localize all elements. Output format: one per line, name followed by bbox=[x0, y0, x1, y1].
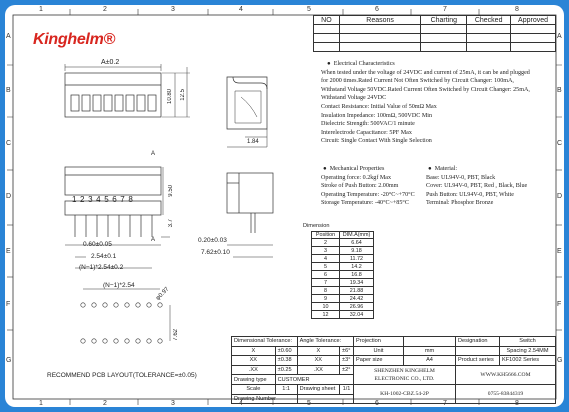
ruler-row-e: E bbox=[6, 248, 11, 255]
dimtable-dim-cell: 21.88 bbox=[340, 287, 374, 295]
mechanical-section bbox=[321, 165, 431, 208]
dimtable-row bbox=[312, 239, 374, 247]
tb-angle-2: ±3° bbox=[340, 356, 354, 366]
tb-paper-size-value: A4 bbox=[404, 356, 456, 366]
tb-spacing: Spacing 2.54MM bbox=[500, 346, 556, 356]
dim-pin-width: 0.60±0.05 bbox=[83, 241, 112, 248]
dimtable-row bbox=[312, 279, 374, 287]
electrical-line: Insulation Impedance: 100mΩ, 500VDC Min bbox=[321, 112, 432, 119]
ruler-col-7-bottom: 7 bbox=[443, 400, 447, 407]
tb-company-line-1: SHENZHEN KINGHELM bbox=[374, 367, 435, 374]
tb-unit-value: mm bbox=[404, 346, 456, 356]
section-mark-bottom: A bbox=[151, 237, 156, 243]
mechanical-line: Stroke of Push Button: 2.00mm bbox=[321, 183, 399, 190]
electrical-line: Circuit: Single Contact With Single Selection bbox=[321, 138, 432, 145]
tb-angle-tolerance: Angle Tolerance: bbox=[297, 337, 353, 347]
tb-part-number: KH-1002-CBZ.54-2P bbox=[354, 384, 456, 403]
dimtable-row bbox=[312, 247, 374, 255]
switch-slots bbox=[71, 95, 156, 111]
materials-line: Base: UL94V-0, PBT, Black bbox=[426, 174, 496, 181]
dimtable-position-cell: 5 bbox=[312, 263, 340, 271]
electrical-line: Dielectric Strength: 500VAC/1 minute bbox=[321, 121, 415, 128]
tb-drawing-number-label: Drawing Number bbox=[232, 394, 298, 404]
dimension-table-caption: Dimension bbox=[303, 223, 330, 229]
mechanical-line: Operating force: 0.2kgf Max bbox=[321, 174, 392, 181]
dim-pitch: 2.54±0.1 bbox=[91, 253, 117, 260]
tb-website: WWW.KH5666.COM bbox=[456, 365, 556, 384]
dim-total: (N−1)*2.54±0.2 bbox=[79, 264, 124, 271]
dimtable-position-cell: 2 bbox=[312, 239, 340, 247]
dimtable-dim-cell: 16.8 bbox=[340, 271, 374, 279]
dim-pcb-row: 7.62 bbox=[173, 329, 179, 341]
ruler-col-4: 4 bbox=[239, 6, 243, 13]
rev-col-charting: Charting bbox=[421, 16, 467, 25]
rev-col-approved: Approved bbox=[511, 16, 556, 25]
dimtable-position-cell: 12 bbox=[312, 311, 340, 319]
dimtable-position-cell: 10 bbox=[312, 303, 340, 311]
dimtable-dim-cell: 24.42 bbox=[340, 295, 374, 303]
bullet-icon: ● bbox=[323, 166, 327, 172]
bullet-icon: ● bbox=[428, 166, 432, 172]
ruler-col-8: 8 bbox=[515, 6, 519, 13]
dimtable-position-cell: 8 bbox=[312, 287, 340, 295]
dim-side: 1.84 bbox=[247, 139, 259, 145]
materials-line: Terminal: Phosphor Bronze bbox=[426, 200, 494, 207]
dim-height-2: 12.5 bbox=[180, 89, 186, 101]
tb-x: X bbox=[297, 346, 339, 356]
mechanical-line: Operating Temperature: -20°C~+70°C bbox=[321, 191, 415, 198]
dimtable-row bbox=[312, 311, 374, 319]
tb-xxx: .XX bbox=[232, 365, 276, 375]
tb-scale-label: Scale bbox=[232, 384, 276, 394]
electrical-line: When tested under the voltage of 24VDC and current of 25mA, it can be and plugged bbox=[321, 69, 530, 76]
tb-tol-2: ±0.38 bbox=[275, 356, 297, 366]
ruler-col-1: 1 bbox=[39, 6, 43, 13]
tb-switch: Switch bbox=[500, 337, 556, 347]
switch-numbers: 12345678 bbox=[72, 195, 137, 204]
electrical-line: Withstand Voltage 50VDC.Rated Current Often Switched by Circuit Changer: 25mA, bbox=[321, 86, 530, 93]
dimtable-dim-cell: 11.72 bbox=[340, 255, 374, 263]
ruler-col-3-bottom: 3 bbox=[171, 400, 175, 407]
dimtable-position-cell: 6 bbox=[312, 271, 340, 279]
ruler-col-2-bottom: 2 bbox=[103, 400, 107, 407]
tb-drawing-type-label: Drawing type bbox=[232, 375, 276, 385]
ruler-col-6-bottom: 6 bbox=[375, 400, 379, 407]
drawing-sheet bbox=[5, 5, 564, 407]
pcb-holes bbox=[81, 303, 162, 343]
tb-phone: 0755-83844319 bbox=[456, 384, 556, 403]
dim-height-1: 10.80 bbox=[167, 89, 173, 105]
dimtable-dim-cell: 32.04 bbox=[340, 311, 374, 319]
tb-angle-3: ±2° bbox=[340, 365, 354, 375]
dimtable-dim-cell: 9.18 bbox=[340, 247, 374, 255]
ruler-col-1-bottom: 1 bbox=[39, 400, 43, 407]
tb-xx: XX bbox=[297, 356, 339, 366]
dimtable-col-dim: DIM.A(mm) bbox=[340, 232, 374, 239]
dim-hole: φ0.97 bbox=[155, 286, 171, 302]
mechanical-heading: Mechanical Properties bbox=[329, 166, 385, 172]
dimtable-position-cell: 9 bbox=[312, 295, 340, 303]
dimtable-position-cell: 4 bbox=[312, 255, 340, 263]
tb-product-series-value: KF1002 Series bbox=[500, 356, 556, 366]
ruler-row-g-right: G bbox=[557, 357, 563, 364]
tb-scale-value: 1:1 bbox=[275, 384, 297, 394]
dimtable-col-position: Position bbox=[312, 232, 340, 239]
materials-section bbox=[426, 165, 556, 208]
rev-col-reasons: Reasons bbox=[339, 16, 421, 25]
dimtable-row bbox=[312, 303, 374, 311]
ruler-col-6: 6 bbox=[375, 6, 379, 13]
ruler-row-b: B bbox=[6, 87, 11, 94]
ruler-row-c: C bbox=[6, 140, 12, 147]
tb-product-series-label: Product series bbox=[456, 356, 500, 366]
pcb-layout-caption: RECOMMEND PCB LAYOUT(TOLERANCE=±0.05) bbox=[47, 372, 197, 379]
rev-col-no: NO bbox=[314, 16, 340, 25]
tb-dim-tolerance: Dimensional Tolerance: bbox=[232, 337, 298, 347]
tb-tol-1: ±0.60 bbox=[275, 346, 297, 356]
dimtable-dim-cell: 26.96 bbox=[340, 303, 374, 311]
ruler-col-8-bottom: 8 bbox=[515, 400, 519, 407]
ruler-row-c-right: C bbox=[557, 140, 563, 147]
kinghelm-logo: Kinghelm® bbox=[33, 31, 115, 48]
dimtable-row bbox=[312, 263, 374, 271]
tb-x: X bbox=[232, 346, 276, 356]
ruler-row-e-right: E bbox=[557, 248, 562, 255]
tb-xx: XX bbox=[232, 356, 276, 366]
dim-pcb-span: (N−1)*2.54 bbox=[103, 282, 135, 289]
dimtable-position-cell: 3 bbox=[312, 247, 340, 255]
tb-sheet-value: 1/1 bbox=[340, 384, 354, 394]
ruler-row-d: D bbox=[6, 193, 12, 200]
ruler-col-5-bottom: 5 bbox=[307, 400, 311, 407]
ruler-row-g: G bbox=[6, 357, 12, 364]
electrical-heading: Electrical Characteristics bbox=[333, 61, 395, 67]
tb-company-line-2: ELECTRONIC CO., LTD. bbox=[374, 375, 435, 382]
dimtable-row bbox=[312, 287, 374, 295]
tb-drawing-sheet-label: Drawing sheet bbox=[297, 384, 339, 394]
electrical-line: for 2000 times.Rated Current Not Often Switched by Circuit Changer: 100mA, bbox=[321, 78, 514, 85]
ruler-row-d-right: D bbox=[557, 193, 563, 200]
electrical-line: Interelectrode Capacitance: 5PF Max bbox=[321, 129, 412, 136]
materials-line: Cover: UL94V-0, PBT, Red , Black, Blue bbox=[426, 183, 528, 190]
title-block bbox=[231, 336, 556, 404]
tb-designation-label: Designation bbox=[456, 337, 500, 347]
tb-drawing-type-value: CUSTOMER bbox=[275, 375, 353, 385]
ruler-col-4-bottom: 4 bbox=[239, 400, 243, 407]
ruler-col-2: 2 bbox=[103, 6, 107, 13]
tb-paper-size-label: Paper size bbox=[354, 356, 404, 366]
tb-angle-1: ±6° bbox=[340, 346, 354, 356]
dimtable-row bbox=[312, 255, 374, 263]
dimtable-row bbox=[312, 271, 374, 279]
ruler-row-a-right: A bbox=[557, 33, 562, 40]
ruler-col-7: 7 bbox=[443, 6, 447, 13]
rev-col-checked: Checked bbox=[467, 16, 511, 25]
ruler-row-b-right: B bbox=[557, 87, 562, 94]
bullet-icon: ● bbox=[327, 61, 331, 67]
dim-front-height: 9.50 bbox=[168, 185, 174, 197]
pins-front bbox=[75, 215, 152, 237]
tb-projection-label: Projection bbox=[354, 337, 404, 347]
ruler-row-a: A bbox=[6, 33, 11, 40]
materials-line: Push Button: UL94V-0, PBT, White bbox=[426, 191, 514, 198]
dimtable-dim-cell: 14.2 bbox=[340, 263, 374, 271]
dimtable-dim-cell: 6.64 bbox=[340, 239, 374, 247]
dimtable-row bbox=[312, 295, 374, 303]
ruler-row-f-right: F bbox=[557, 301, 562, 308]
tb-unit-label: Unit bbox=[354, 346, 404, 356]
mechanical-line: Storage Temperature: -40°C~+85°C bbox=[321, 200, 409, 207]
electrical-line: Contact Resistance: Initial Value of 50mΩ Max bbox=[321, 103, 437, 110]
revision-table bbox=[313, 15, 556, 52]
ruler-col-3: 3 bbox=[171, 6, 175, 13]
dimtable-position-cell: 7 bbox=[312, 279, 340, 287]
tb-xxx: .XX bbox=[297, 365, 339, 375]
tb-company bbox=[354, 365, 456, 384]
dim-a: A±0.2 bbox=[101, 59, 120, 66]
ruler-col-5: 5 bbox=[307, 6, 311, 13]
dimtable-dim-cell: 19.34 bbox=[340, 279, 374, 287]
section-mark-top: A bbox=[151, 151, 156, 157]
dim-pin-length: 3.7 bbox=[168, 219, 174, 228]
materials-heading: Material: bbox=[434, 166, 458, 172]
electrical-section bbox=[321, 60, 553, 146]
ruler-row-f: F bbox=[6, 301, 11, 308]
tb-tol-3: ±0.25 bbox=[275, 365, 297, 375]
dim-row-spacing: 7.62±0.10 bbox=[201, 249, 230, 256]
electrical-line: Withstand Voltage 24VDC bbox=[321, 95, 387, 102]
dim-pin-thickness: 0.20±0.03 bbox=[198, 237, 227, 244]
dimension-table bbox=[311, 231, 374, 319]
